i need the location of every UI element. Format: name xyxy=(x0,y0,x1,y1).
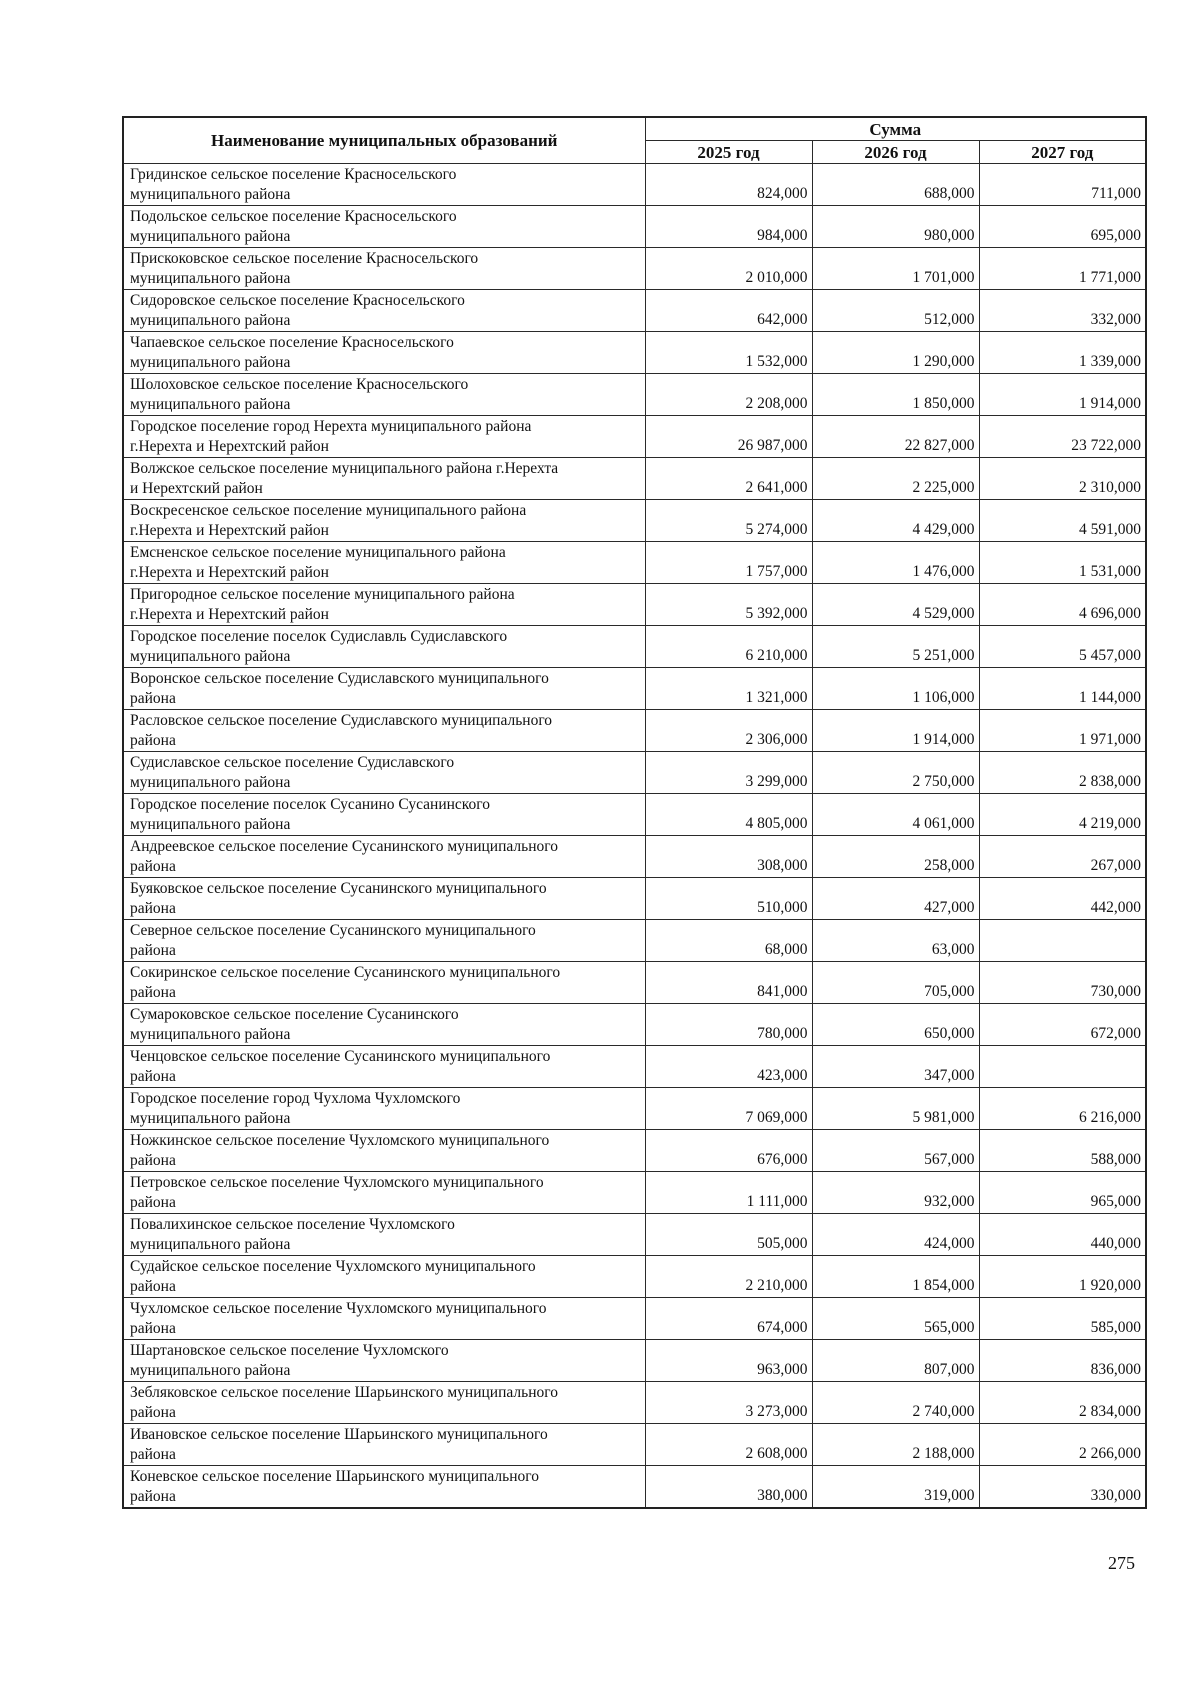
year-2026-header: 2026 год xyxy=(812,141,979,164)
municipality-name-cell xyxy=(123,1256,645,1298)
table-row xyxy=(123,794,1146,836)
municipality-name-line: Сумароковское сельское поселение Сусанинского xyxy=(130,1006,459,1023)
amount-2025-cell: 841,000 xyxy=(645,962,812,1004)
municipality-name-line: Шартановское сельское поселение Чухломского xyxy=(130,1342,449,1359)
amount-2027-cell: 23 722,000 xyxy=(979,416,1146,458)
municipality-name-line: Буяковское сельское поселение Сусанинского муниципального xyxy=(130,880,547,897)
amount-2025-cell: 3 299,000 xyxy=(645,752,812,794)
amount-2025-cell: 6 210,000 xyxy=(645,626,812,668)
table-row xyxy=(123,878,1146,920)
municipality-name-cell xyxy=(123,752,645,794)
amount-2026-cell: 424,000 xyxy=(812,1214,979,1256)
amount-2026-cell: 1 701,000 xyxy=(812,248,979,290)
municipality-name-line: района xyxy=(130,1488,176,1505)
year-2025-header: 2025 год xyxy=(645,141,812,164)
municipality-name-line: Емсненское сельское поселение муниципального района xyxy=(130,544,506,561)
municipality-name-line: Воронское сельское поселение Судиславского муниципального xyxy=(130,670,549,687)
municipality-name-line: Северное сельское поселение Сусанинского муниципального xyxy=(130,922,536,939)
municipality-name-line: района xyxy=(130,858,176,875)
amount-2025-cell: 423,000 xyxy=(645,1046,812,1088)
table-row xyxy=(123,1256,1146,1298)
sum-header: Сумма xyxy=(645,117,1146,141)
amount-2027-cell: 5 457,000 xyxy=(979,626,1146,668)
municipality-name-line: и Нерехтский район xyxy=(130,480,263,497)
amount-2026-cell: 4 429,000 xyxy=(812,500,979,542)
municipality-name-line: Городское поселение поселок Сусанино Сусанинского xyxy=(130,796,491,813)
amount-2026-cell: 63,000 xyxy=(812,920,979,962)
amount-2025-cell: 1 532,000 xyxy=(645,332,812,374)
amount-2025-cell: 2 208,000 xyxy=(645,374,812,416)
table-row xyxy=(123,374,1146,416)
amount-2027-cell: 330,000 xyxy=(979,1466,1146,1509)
amount-2026-cell: 347,000 xyxy=(812,1046,979,1088)
amount-2027-cell: 2 266,000 xyxy=(979,1424,1146,1466)
municipality-name-line: Подольское сельское поселение Красносельского xyxy=(130,208,457,225)
municipality-name-line: района xyxy=(130,1068,176,1085)
amount-2026-cell: 807,000 xyxy=(812,1340,979,1382)
amount-2025-cell: 505,000 xyxy=(645,1214,812,1256)
municipality-name-cell xyxy=(123,1046,645,1088)
table-row xyxy=(123,1424,1146,1466)
amount-2027-cell: 585,000 xyxy=(979,1298,1146,1340)
table-row xyxy=(123,752,1146,794)
amount-2027-cell: 711,000 xyxy=(979,164,1146,206)
municipality-name-cell xyxy=(123,1088,645,1130)
municipality-name-cell xyxy=(123,1340,645,1382)
table-row xyxy=(123,1382,1146,1424)
amount-2025-cell: 308,000 xyxy=(645,836,812,878)
table-row xyxy=(123,584,1146,626)
municipality-name-line: района xyxy=(130,1446,176,1463)
amount-2026-cell: 22 827,000 xyxy=(812,416,979,458)
municipality-name-line: Повалихинское сельское поселение Чухломского xyxy=(130,1216,455,1233)
municipality-name-line: Судайское сельское поселение Чухломского муниципального xyxy=(130,1258,536,1275)
municipality-name-line: Петровское сельское поселение Чухломского муниципального xyxy=(130,1174,544,1191)
table-row xyxy=(123,1046,1146,1088)
table-row xyxy=(123,1340,1146,1382)
municipality-name-cell xyxy=(123,710,645,752)
amount-2027-cell: 1 971,000 xyxy=(979,710,1146,752)
municipality-name-line: района xyxy=(130,732,176,749)
amount-2025-cell: 674,000 xyxy=(645,1298,812,1340)
municipality-name-line: Ивановское сельское поселение Шарьинского муниципального xyxy=(130,1426,548,1443)
municipality-name-line: Чухломское сельское поселение Чухломского муниципального xyxy=(130,1300,547,1317)
municipality-name-line: Шолоховское сельское поселение Красносельского xyxy=(130,376,469,393)
amount-2027-cell xyxy=(979,1046,1146,1088)
municipality-name-line: муниципального района xyxy=(130,228,291,245)
amount-2026-cell: 567,000 xyxy=(812,1130,979,1172)
amount-2027-cell: 1 144,000 xyxy=(979,668,1146,710)
municipality-name-line: района xyxy=(130,690,176,707)
amount-2027-cell: 440,000 xyxy=(979,1214,1146,1256)
amount-2027-cell: 588,000 xyxy=(979,1130,1146,1172)
amount-2027-cell: 442,000 xyxy=(979,878,1146,920)
page-number: 275 xyxy=(1108,1553,1135,1573)
municipality-name-cell xyxy=(123,1424,645,1466)
amount-2025-cell: 4 805,000 xyxy=(645,794,812,836)
amount-2025-cell: 1 757,000 xyxy=(645,542,812,584)
municipality-name-line: Воскресенское сельское поселение муниципального района xyxy=(130,502,527,519)
amount-2027-cell: 1 531,000 xyxy=(979,542,1146,584)
municipality-name-line: района xyxy=(130,1278,176,1295)
amount-2025-cell: 5 274,000 xyxy=(645,500,812,542)
amount-2026-cell: 980,000 xyxy=(812,206,979,248)
table-row xyxy=(123,500,1146,542)
amount-2026-cell: 1 106,000 xyxy=(812,668,979,710)
amount-2027-cell: 695,000 xyxy=(979,206,1146,248)
table-row xyxy=(123,836,1146,878)
amount-2025-cell: 510,000 xyxy=(645,878,812,920)
amount-2026-cell: 258,000 xyxy=(812,836,979,878)
amount-2025-cell: 676,000 xyxy=(645,1130,812,1172)
municipality-name-cell xyxy=(123,794,645,836)
municipality-name-line: г.Нерехта и Нерехтский район xyxy=(130,438,329,455)
amount-2025-cell: 984,000 xyxy=(645,206,812,248)
municipality-name-cell xyxy=(123,584,645,626)
amount-2025-cell: 824,000 xyxy=(645,164,812,206)
table-row xyxy=(123,164,1146,206)
amount-2027-cell: 2 838,000 xyxy=(979,752,1146,794)
municipality-name-cell xyxy=(123,1130,645,1172)
municipality-name-line: муниципального района xyxy=(130,1362,291,1379)
municipality-name-line: муниципального района xyxy=(130,1026,291,1043)
table-row xyxy=(123,920,1146,962)
municipality-name-line: Судиславское сельское поселение Судиславского xyxy=(130,754,455,771)
amount-2026-cell: 1 854,000 xyxy=(812,1256,979,1298)
table-row xyxy=(123,332,1146,374)
table-row xyxy=(123,416,1146,458)
municipality-name-cell xyxy=(123,878,645,920)
amount-2026-cell: 1 290,000 xyxy=(812,332,979,374)
amount-2026-cell: 319,000 xyxy=(812,1466,979,1509)
municipality-name-line: района xyxy=(130,1152,176,1169)
municipality-name-cell xyxy=(123,1214,645,1256)
municipality-name-line: муниципального района xyxy=(130,354,291,371)
municipality-name-line: Городское поселение поселок Судиславль Судиславского xyxy=(130,628,508,645)
amount-2026-cell: 1 850,000 xyxy=(812,374,979,416)
amount-2026-cell: 5 981,000 xyxy=(812,1088,979,1130)
municipality-name-cell xyxy=(123,1172,645,1214)
municipality-name-cell xyxy=(123,374,645,416)
amount-2025-cell: 780,000 xyxy=(645,1004,812,1046)
municipality-name-line: района xyxy=(130,1194,176,1211)
municipality-name-cell xyxy=(123,1466,645,1509)
amount-2026-cell: 5 251,000 xyxy=(812,626,979,668)
municipality-name-line: муниципального района xyxy=(130,312,291,329)
table-row xyxy=(123,1214,1146,1256)
amount-2027-cell: 1 771,000 xyxy=(979,248,1146,290)
municipality-name-line: муниципального района xyxy=(130,648,291,665)
amount-2025-cell: 2 010,000 xyxy=(645,248,812,290)
municipality-name-line: муниципального района xyxy=(130,270,291,287)
amount-2027-cell: 4 219,000 xyxy=(979,794,1146,836)
amount-2027-cell: 672,000 xyxy=(979,1004,1146,1046)
municipal-subsidy-table xyxy=(122,116,1147,1509)
amount-2025-cell: 3 273,000 xyxy=(645,1382,812,1424)
amount-2027-cell: 2 310,000 xyxy=(979,458,1146,500)
amount-2027-cell: 730,000 xyxy=(979,962,1146,1004)
table-row xyxy=(123,458,1146,500)
municipality-name-line: г.Нерехта и Нерехтский район xyxy=(130,606,329,623)
municipality-name-cell xyxy=(123,332,645,374)
municipality-name-line: Ченцовское сельское поселение Сусанинского муниципального xyxy=(130,1048,551,1065)
amount-2026-cell: 427,000 xyxy=(812,878,979,920)
municipality-name-line: муниципального района xyxy=(130,1110,291,1127)
municipality-name-line: района xyxy=(130,984,176,1001)
amount-2025-cell: 2 210,000 xyxy=(645,1256,812,1298)
municipality-name-line: Гридинское сельское поселение Красносельского xyxy=(130,166,457,183)
municipality-name-line: Волжское сельское поселение муниципального района г.Нерехта xyxy=(130,460,559,477)
municipality-name-line: Прискоковское сельское поселение Красносельского xyxy=(130,250,479,267)
municipality-name-cell xyxy=(123,1004,645,1046)
amount-2026-cell: 2 750,000 xyxy=(812,752,979,794)
table-row xyxy=(123,1298,1146,1340)
amount-2027-cell: 1 914,000 xyxy=(979,374,1146,416)
amount-2026-cell: 650,000 xyxy=(812,1004,979,1046)
municipality-name-cell xyxy=(123,206,645,248)
municipality-name-cell xyxy=(123,248,645,290)
amount-2026-cell: 565,000 xyxy=(812,1298,979,1340)
amount-2025-cell: 380,000 xyxy=(645,1466,812,1509)
municipality-name-line: Чапаевское сельское поселение Красносельского xyxy=(130,334,454,351)
table-row xyxy=(123,1172,1146,1214)
municipality-name-line: района xyxy=(130,942,176,959)
municipality-name-cell xyxy=(123,164,645,206)
municipality-name-line: Ножкинское сельское поселение Чухломского муниципального xyxy=(130,1132,550,1149)
municipality-name-line: муниципального района xyxy=(130,186,291,203)
municipality-name-line: Сидоровское сельское поселение Красносельского xyxy=(130,292,465,309)
amount-2025-cell: 2 608,000 xyxy=(645,1424,812,1466)
table-row xyxy=(123,1466,1146,1509)
municipality-name-cell xyxy=(123,836,645,878)
amount-2027-cell: 6 216,000 xyxy=(979,1088,1146,1130)
amount-2025-cell: 1 321,000 xyxy=(645,668,812,710)
municipality-name-line: Сокиринское сельское поселение Сусанинского муниципального xyxy=(130,964,561,981)
amount-2026-cell: 932,000 xyxy=(812,1172,979,1214)
amount-2027-cell: 836,000 xyxy=(979,1340,1146,1382)
municipality-name-line: Городское поселение город Нерехта муниципального района xyxy=(130,418,532,435)
amount-2026-cell: 688,000 xyxy=(812,164,979,206)
amount-2025-cell: 1 111,000 xyxy=(645,1172,812,1214)
amount-2026-cell: 2 188,000 xyxy=(812,1424,979,1466)
amount-2025-cell: 963,000 xyxy=(645,1340,812,1382)
amount-2025-cell: 5 392,000 xyxy=(645,584,812,626)
table-row xyxy=(123,206,1146,248)
municipality-name-cell xyxy=(123,416,645,458)
table-row xyxy=(123,542,1146,584)
amount-2025-cell: 7 069,000 xyxy=(645,1088,812,1130)
table-row xyxy=(123,626,1146,668)
municipality-name-cell xyxy=(123,458,645,500)
amount-2027-cell: 332,000 xyxy=(979,290,1146,332)
municipality-name-line: Коневское сельское поселение Шарьинского муниципального xyxy=(130,1468,539,1485)
municipality-name-line: муниципального района xyxy=(130,396,291,413)
municipality-name-line: района xyxy=(130,1320,176,1337)
amount-2027-cell: 2 834,000 xyxy=(979,1382,1146,1424)
amount-2025-cell: 68,000 xyxy=(645,920,812,962)
amount-2026-cell: 2 225,000 xyxy=(812,458,979,500)
municipality-name-line: муниципального района xyxy=(130,816,291,833)
municipality-name-line: района xyxy=(130,1404,176,1421)
amount-2025-cell: 26 987,000 xyxy=(645,416,812,458)
municipality-name-cell xyxy=(123,290,645,332)
municipality-name-line: Городское поселение город Чухлома Чухломского xyxy=(130,1090,461,1107)
amount-2026-cell: 2 740,000 xyxy=(812,1382,979,1424)
municipality-name-line: Расловское сельское поселение Судиславского муниципального xyxy=(130,712,553,729)
municipality-name-cell xyxy=(123,920,645,962)
table-row xyxy=(123,710,1146,752)
amount-2027-cell xyxy=(979,920,1146,962)
amount-2026-cell: 705,000 xyxy=(812,962,979,1004)
amount-2026-cell: 512,000 xyxy=(812,290,979,332)
table-row xyxy=(123,962,1146,1004)
municipality-name-line: муниципального района xyxy=(130,774,291,791)
amount-2027-cell: 4 696,000 xyxy=(979,584,1146,626)
table-row xyxy=(123,1004,1146,1046)
table-row xyxy=(123,248,1146,290)
amount-2027-cell: 1 339,000 xyxy=(979,332,1146,374)
municipality-name-cell xyxy=(123,1382,645,1424)
municipality-name-line: Пригородное сельское поселение муниципального района xyxy=(130,586,515,603)
municipality-name-cell xyxy=(123,626,645,668)
municipality-name-cell xyxy=(123,1298,645,1340)
municipality-name-line: г.Нерехта и Нерехтский район xyxy=(130,522,329,539)
name-column-header: Наименование муниципальных образований xyxy=(123,117,645,164)
amount-2025-cell: 642,000 xyxy=(645,290,812,332)
municipality-name-cell xyxy=(123,542,645,584)
table-row xyxy=(123,668,1146,710)
amount-2027-cell: 1 920,000 xyxy=(979,1256,1146,1298)
amount-2025-cell: 2 641,000 xyxy=(645,458,812,500)
amount-2027-cell: 267,000 xyxy=(979,836,1146,878)
table-row xyxy=(123,1130,1146,1172)
municipality-name-cell xyxy=(123,962,645,1004)
municipality-name-line: муниципального района xyxy=(130,1236,291,1253)
amount-2026-cell: 1 914,000 xyxy=(812,710,979,752)
amount-2026-cell: 4 529,000 xyxy=(812,584,979,626)
amount-2027-cell: 965,000 xyxy=(979,1172,1146,1214)
amount-2026-cell: 4 061,000 xyxy=(812,794,979,836)
municipality-name-cell xyxy=(123,500,645,542)
amount-2026-cell: 1 476,000 xyxy=(812,542,979,584)
table-row xyxy=(123,1088,1146,1130)
municipality-name-line: г.Нерехта и Нерехтский район xyxy=(130,564,329,581)
municipality-name-line: района xyxy=(130,900,176,917)
municipality-name-line: Андреевское сельское поселение Сусанинского муниципального xyxy=(130,838,558,855)
municipality-name-line: Зебляковское сельское поселение Шарьинского муниципального xyxy=(130,1384,558,1401)
amount-2025-cell: 2 306,000 xyxy=(645,710,812,752)
year-2027-header: 2027 год xyxy=(979,141,1146,164)
amount-2027-cell: 4 591,000 xyxy=(979,500,1146,542)
table-row xyxy=(123,290,1146,332)
municipality-name-cell xyxy=(123,668,645,710)
